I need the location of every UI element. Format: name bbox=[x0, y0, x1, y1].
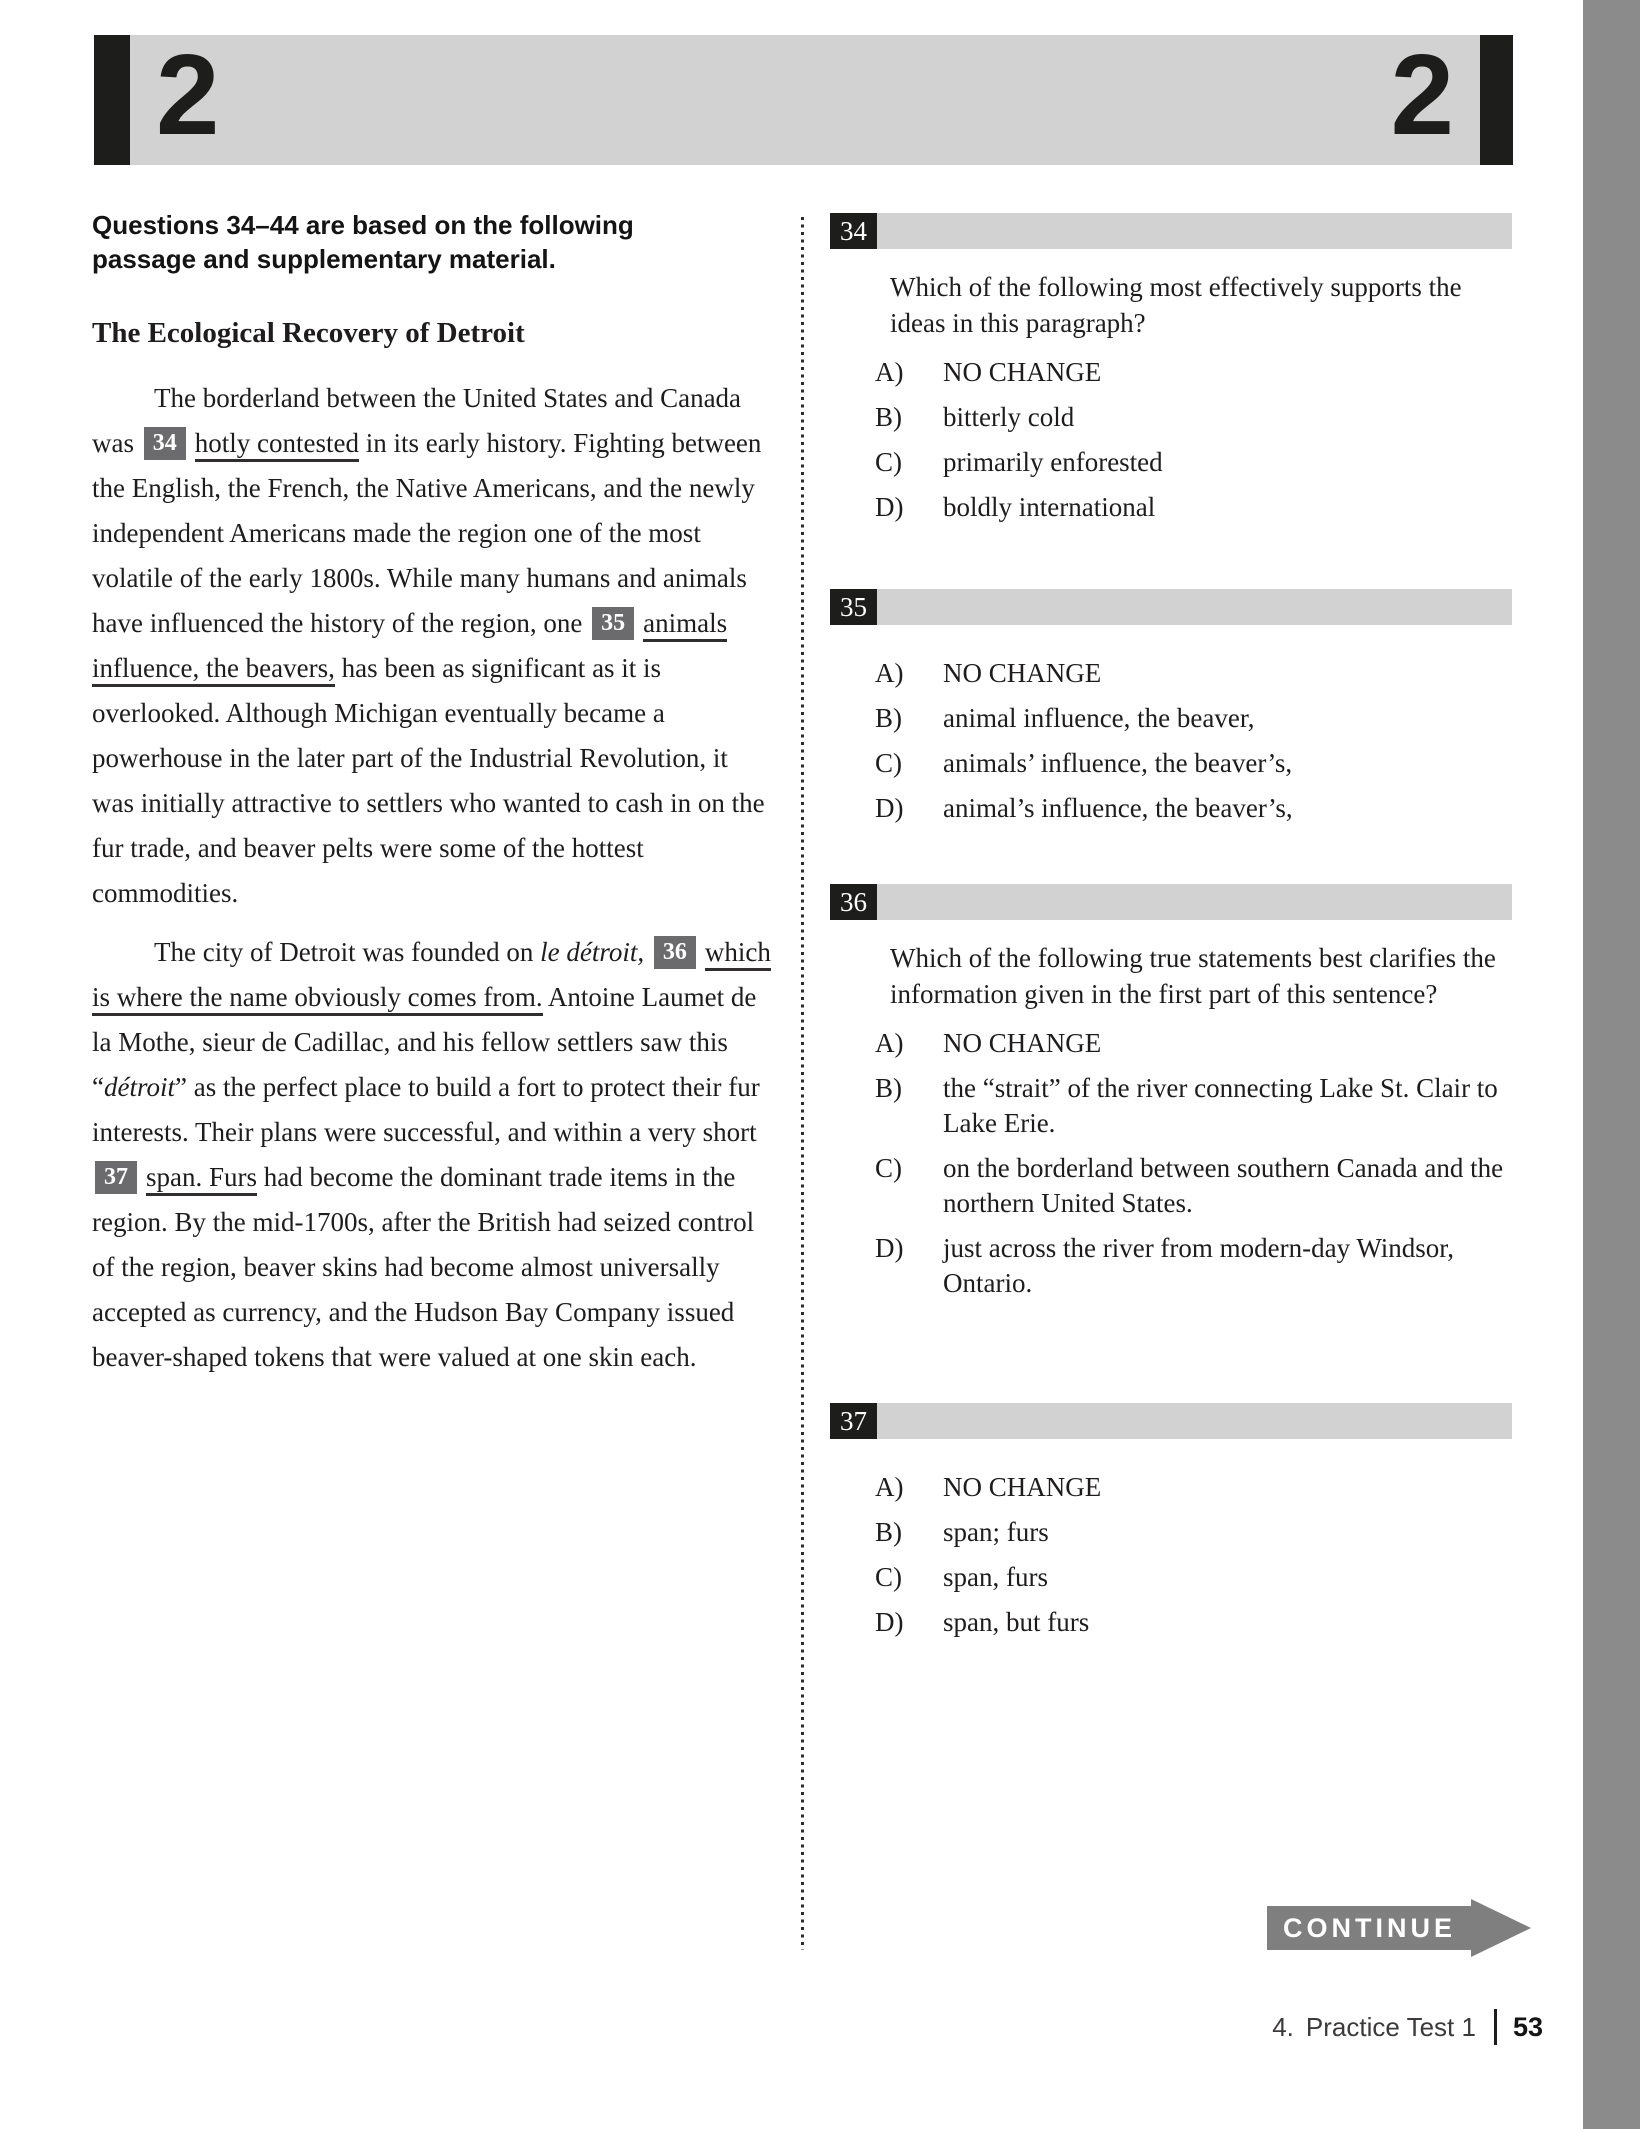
option-text: span, but furs bbox=[943, 1607, 1090, 1637]
inline-question-number-box: 34 bbox=[144, 427, 186, 460]
footer-chapter-title: Practice Test 1 bbox=[1305, 2011, 1476, 2042]
question-34 bbox=[830, 213, 1520, 535]
option-letter: D) bbox=[875, 1607, 904, 1637]
question-35 bbox=[830, 589, 1520, 836]
page-footer bbox=[1272, 2006, 1543, 2048]
continue-banner bbox=[1267, 1898, 1531, 1957]
option-text: NO CHANGE bbox=[943, 658, 1102, 688]
passage-paragraph bbox=[92, 930, 776, 1380]
option-letter: A) bbox=[875, 357, 904, 387]
question-36 bbox=[830, 884, 1520, 1311]
option-text: bitterly cold bbox=[943, 402, 1075, 432]
footer-page-number: 53 bbox=[1512, 2011, 1543, 2042]
continue-arrow-icon bbox=[1471, 1899, 1531, 1957]
question-number-bar bbox=[830, 589, 1512, 625]
inline-question-number-box: 35 bbox=[592, 607, 634, 640]
header-left-black-bar bbox=[94, 35, 130, 165]
answer-option bbox=[830, 791, 1520, 826]
passage-text: The city of Detroit was founded on bbox=[154, 937, 541, 967]
column-divider bbox=[801, 217, 804, 1950]
section-number-left: 2 bbox=[156, 32, 220, 159]
options-list bbox=[830, 656, 1520, 826]
options-list bbox=[830, 355, 1520, 525]
option-text: span, furs bbox=[943, 1562, 1048, 1592]
question-number-bar bbox=[830, 884, 1512, 920]
passage-text bbox=[644, 937, 651, 967]
options-list bbox=[830, 1026, 1520, 1301]
footer-divider-rule bbox=[1494, 2009, 1497, 2045]
passage-text: Antoine Laumet de la Mothe, sieur de Cadillac, and his fellow settlers saw this “ bbox=[92, 982, 757, 1102]
header-right-black-bar bbox=[1480, 35, 1513, 165]
passage-text: has been as significant as it is overlooked. Although Michigan eventually became a powerhouse in the later part of the Industrial Revolution, it was initially attractive to settlers who wanted to cash in on the fur trade, and beaver pelts were some of the hottest commodities. bbox=[92, 653, 765, 908]
option-letter: D) bbox=[875, 492, 904, 522]
answer-option bbox=[830, 1470, 1520, 1505]
question-number-box: 37 bbox=[830, 1403, 877, 1439]
option-letter: D) bbox=[875, 1233, 904, 1263]
answer-option bbox=[830, 1605, 1520, 1640]
question-bar-fill bbox=[877, 589, 1512, 625]
underlined-segment: animals influence, the beavers, bbox=[92, 608, 727, 687]
page-edge-strip bbox=[1583, 0, 1640, 2129]
option-letter: B) bbox=[875, 1073, 902, 1103]
passage-column bbox=[92, 208, 776, 1394]
passage-paragraph bbox=[92, 376, 776, 916]
option-text: the “strait” of the river connecting Lake St. Clair to Lake Erie. bbox=[943, 1073, 1498, 1138]
underlined-segment: hotly contested bbox=[195, 428, 359, 462]
inline-question-number-box: 37 bbox=[95, 1161, 137, 1194]
option-text: on the borderland between southern Canada and the northern United States. bbox=[943, 1153, 1504, 1218]
option-text: animal’s influence, the beaver’s, bbox=[943, 793, 1293, 823]
option-text: animal influence, the beaver, bbox=[943, 703, 1255, 733]
passage-text: The borderland between the United States and Canada was bbox=[92, 383, 742, 458]
answer-option bbox=[830, 355, 1520, 390]
option-letter: A) bbox=[875, 658, 904, 688]
question-number-box: 34 bbox=[830, 213, 877, 249]
question-number-box: 35 bbox=[830, 589, 877, 625]
answer-option bbox=[830, 746, 1520, 781]
answer-option bbox=[830, 701, 1520, 736]
answer-option bbox=[830, 445, 1520, 480]
option-letter: D) bbox=[875, 793, 904, 823]
section-header bbox=[94, 32, 1513, 165]
passage-text: had become the dominant trade items in the region. By the mid-1700s, after the British had seized control of the region, beaver skins had become almost universally accepted as currency, and the Hudson Bay Company issued beaver-shaped tokens that were valued at one skin each. bbox=[92, 1162, 755, 1372]
option-text: primarily enforested bbox=[943, 447, 1163, 477]
answer-option bbox=[830, 490, 1520, 525]
question-bar-fill bbox=[877, 884, 1512, 920]
passage-text: ” as the perfect place to build a fort to protect their fur interests. Their plans were successful, and within a very short bbox=[92, 1072, 760, 1147]
question-bar-fill bbox=[877, 213, 1512, 249]
option-text: NO CHANGE bbox=[943, 1472, 1102, 1502]
answer-option bbox=[830, 656, 1520, 691]
option-text: span; furs bbox=[943, 1517, 1049, 1547]
option-letter: C) bbox=[875, 748, 902, 778]
footer-chapter-index: 4. bbox=[1272, 2011, 1294, 2042]
option-letter: A) bbox=[875, 1028, 904, 1058]
option-text: NO CHANGE bbox=[943, 357, 1102, 387]
question-number-box: 36 bbox=[830, 884, 877, 920]
question-stem: Which of the following true statements best clarifies the information given in the first part of this sentence? bbox=[890, 943, 1496, 1009]
option-text: just across the river from modern-day Windsor, Ontario. bbox=[943, 1233, 1454, 1298]
option-letter: B) bbox=[875, 703, 902, 733]
answer-option bbox=[830, 1515, 1520, 1550]
option-text: boldly international bbox=[943, 492, 1156, 522]
passage-text: in its early history. Fighting between the English, the French, the Native Americans, and the newly independent Americans made the region one of the most volatile of the early 1800s. While many humans and animals have influenced the history of the region, one bbox=[92, 428, 762, 638]
underlined-segment: span. Furs bbox=[146, 1162, 257, 1196]
option-letter: B) bbox=[875, 1517, 902, 1547]
answer-option bbox=[830, 400, 1520, 435]
underlined-segment: which is where the name obviously comes from. bbox=[92, 937, 771, 1016]
instructions-text: Questions 34–44 are based on the following passage and supplementary material. bbox=[92, 210, 634, 274]
answer-option bbox=[830, 1231, 1520, 1301]
option-letter: C) bbox=[875, 1562, 902, 1592]
option-letter: C) bbox=[875, 1153, 902, 1183]
option-letter: A) bbox=[875, 1472, 904, 1502]
header-gray-bar bbox=[130, 32, 1480, 165]
option-text: animals’ influence, the beaver’s, bbox=[943, 748, 1293, 778]
answer-option bbox=[830, 1151, 1520, 1221]
option-letter: C) bbox=[875, 447, 902, 477]
passage-title: The Ecological Recovery of Detroit bbox=[92, 317, 525, 349]
answer-option bbox=[830, 1026, 1520, 1061]
option-letter: B) bbox=[875, 402, 902, 432]
question-number-bar bbox=[830, 1403, 1512, 1439]
option-text: NO CHANGE bbox=[943, 1028, 1102, 1058]
inline-question-number-box: 36 bbox=[654, 936, 696, 969]
passage-body bbox=[92, 376, 776, 1380]
italic-segment: détroit bbox=[103, 1072, 175, 1102]
continue-label: CONTINUE bbox=[1267, 1906, 1472, 1950]
question-37 bbox=[830, 1403, 1520, 1650]
question-bar-fill bbox=[877, 1403, 1512, 1439]
italic-segment: le détroit, bbox=[540, 937, 645, 967]
answer-option bbox=[830, 1560, 1520, 1595]
options-list bbox=[830, 1470, 1520, 1640]
question-number-bar bbox=[830, 213, 1512, 249]
question-stem: Which of the following most effectively supports the ideas in this paragraph? bbox=[890, 272, 1462, 338]
section-number-right: 2 bbox=[1390, 32, 1454, 159]
answer-option bbox=[830, 1071, 1520, 1141]
